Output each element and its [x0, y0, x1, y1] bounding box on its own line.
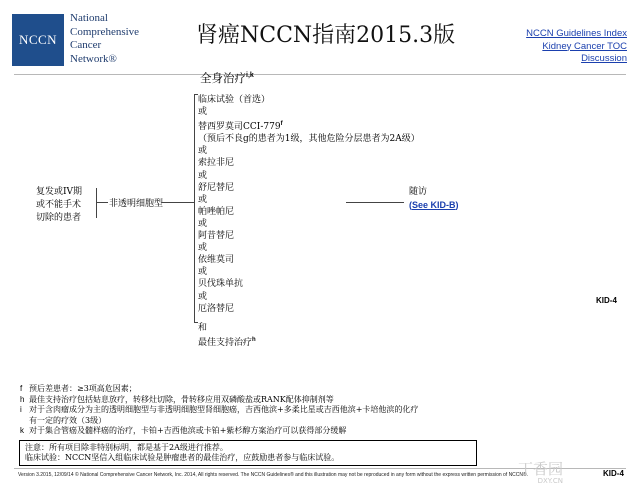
spacer: [198, 315, 420, 322]
footnote: k 对于集合管癌及髓样癌的治疗，卡铂+吉西他滨或卡铂+紫杉醇方案治疗可以获得部分缓解: [20, 426, 347, 436]
option-item: 贝伐珠单抗: [198, 279, 244, 290]
logo-abbrev: NCCN: [18, 32, 58, 47]
connector-line: [96, 202, 108, 203]
option-item: 或: [198, 146, 208, 157]
follow-up: [409, 186, 459, 211]
patient-line: 或不能手术: [36, 200, 82, 210]
histology-label: 非透明细胞型: [109, 199, 164, 209]
option-item: 或: [198, 194, 208, 205]
watermark-main: 丁香园: [518, 460, 564, 478]
option-ref: f: [280, 121, 283, 128]
connector-line: [346, 202, 404, 203]
option-item: 索拉非尼: [198, 158, 235, 169]
footnote: i 对于含肉瘤成分为主的透明细胞型与非透明细胞型肾细胞癌，吉西他滨+多柔比星或吉西他滨+卡培他滨的化疗: [20, 405, 419, 415]
header-divider: [14, 74, 626, 75]
section-heading-text: 全身治疗: [200, 71, 246, 85]
note-line: 注意：所有项目除非特别标明，都是基于2A级进行推荐。: [25, 443, 228, 452]
option-item: 阿昔替尼: [198, 231, 235, 242]
logo-line: National: [70, 12, 108, 24]
section-heading-refs: i,k: [246, 72, 254, 80]
link-see-kid-b[interactable]: See KID-B: [412, 199, 456, 210]
option-ref: h: [252, 336, 256, 343]
patient-bracket: [96, 188, 97, 218]
option-item: 替西罗莫司CCI-779$^f$: [198, 121, 283, 133]
link-kidney-cancer-toc[interactable]: Kidney Cancer TOC: [542, 40, 627, 52]
option-item: 临床试验（首选）: [198, 95, 271, 105]
treatment-options: [198, 94, 420, 349]
option-item: （预后不良g的患者为1级，其他危险分层患者为2A级）: [198, 134, 420, 145]
connector-line: [162, 202, 194, 203]
footnote: f 预后差患者：≥3项高危因素；: [20, 384, 137, 393]
link-discussion[interactable]: Discussion: [581, 53, 627, 64]
logo-text: [70, 12, 160, 66]
nccn-logo: [12, 14, 64, 66]
option-item: 最佳支持治疗$^h$: [198, 336, 256, 348]
option-item: 帕唑帕尼: [198, 206, 235, 217]
logo-line: Comprehensive: [70, 25, 140, 38]
patient-line: 切除的患者: [36, 213, 82, 223]
page-title: 肾癌NCCN指南2015.3版: [196, 23, 456, 48]
follow-up-label: 随访: [409, 187, 428, 197]
option-item: 或: [198, 170, 208, 181]
watermark-sub: DXY.CN: [537, 477, 564, 485]
link-guidelines-index[interactable]: NCCN Guidelines Index: [526, 28, 627, 39]
option-item: 或: [198, 291, 208, 302]
option-item: 舒尼替尼: [198, 182, 235, 193]
option-item: 或: [198, 267, 208, 278]
option-item: 依维莫司: [198, 255, 235, 266]
footnotes: [20, 384, 580, 437]
note-line: 临床试验：NCCN坚信入组临床试验是肿瘤患者的最佳治疗，应鼓励患者参与临床试验。: [25, 453, 340, 462]
option-item: 或: [198, 218, 208, 229]
options-bracket: [194, 94, 195, 322]
option-item: 和: [198, 322, 208, 333]
footnote: 有一定的疗效（3级）: [29, 415, 107, 425]
patient-line: 复发或IV期: [36, 187, 83, 197]
note-box: [19, 440, 477, 466]
option-item: 或: [198, 243, 208, 254]
logo-line: Network®: [70, 52, 117, 65]
version-copyright: Version 3.2015, 12/09/14 © National Comprehensive Cancer Network, Inc. 2014, All rights reserved. The NCCN Guidelines® and this illustration may not be reproduced in any form without the express written permission of NCCN®.: [18, 472, 529, 478]
option-item: 厄洛替尼: [198, 303, 235, 314]
see-reference: (See KID-B): [409, 199, 459, 210]
page-number: KID-4: [603, 469, 624, 478]
footnote: h 最佳支持治疗包括姑息放疗，转移灶切除，骨转移应用双磷酸盐或RANK配体抑制剂等: [20, 394, 334, 404]
nav-links: [526, 28, 627, 66]
page-code: KID-4: [596, 296, 617, 305]
watermark: [518, 458, 563, 485]
logo-line: Cancer: [70, 39, 102, 51]
section-heading: [200, 70, 254, 86]
patient-group-box: [36, 186, 94, 225]
option-item: 或: [198, 107, 208, 118]
